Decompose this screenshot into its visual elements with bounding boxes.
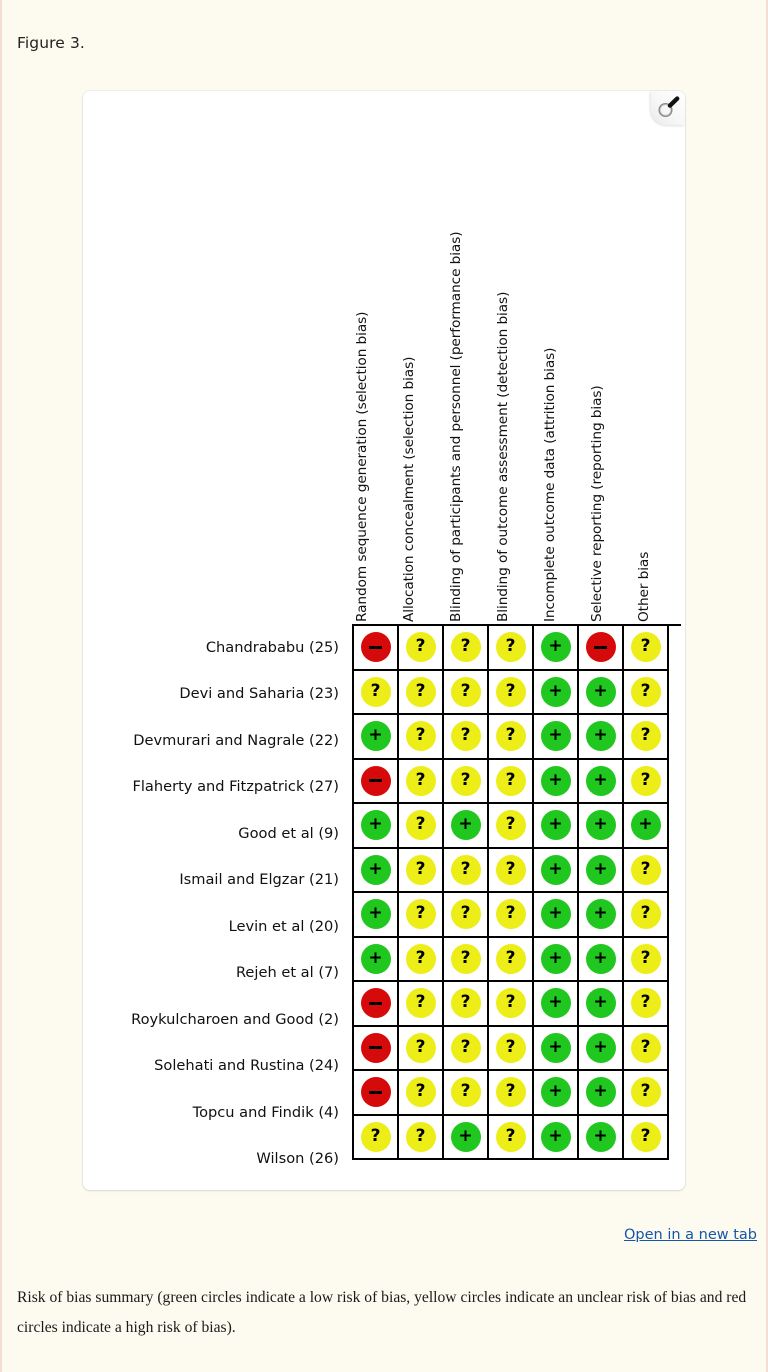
risk-cell	[534, 626, 579, 671]
risk-unclear-icon	[406, 810, 436, 840]
risk-glyph: ?	[415, 1081, 426, 1102]
risk-unclear-icon	[406, 899, 436, 929]
risk-glyph: ?	[640, 769, 651, 790]
risk-glyph: +	[593, 1036, 608, 1057]
risk-low-icon	[586, 810, 616, 840]
figure-panel	[83, 91, 685, 1190]
risk-low-icon	[541, 1033, 571, 1063]
risk-cell	[534, 849, 579, 894]
risk-glyph: ?	[640, 903, 651, 924]
risk-low-icon	[361, 944, 391, 974]
grid-row	[354, 1027, 681, 1072]
risk-unclear-icon	[496, 810, 526, 840]
risk-glyph: ?	[460, 1036, 471, 1057]
grid-row	[354, 804, 681, 849]
risk-unclear-icon	[406, 677, 436, 707]
risk-glyph: ?	[415, 858, 426, 879]
risk-unclear-icon	[451, 1033, 481, 1063]
risk-high-icon	[361, 1077, 391, 1107]
risk-glyph: ?	[640, 947, 651, 968]
risk-glyph: ?	[370, 680, 381, 701]
risk-cell	[354, 849, 399, 894]
risk-cell	[489, 715, 534, 760]
risk-glyph: +	[593, 725, 608, 746]
risk-glyph: ?	[415, 1036, 426, 1057]
risk-glyph: +	[368, 947, 383, 968]
risk-unclear-icon	[496, 988, 526, 1018]
risk-low-icon	[586, 1033, 616, 1063]
risk-unclear-icon	[631, 1122, 661, 1152]
risk-glyph: +	[548, 992, 563, 1013]
risk-cell	[444, 1027, 489, 1072]
risk-cell	[489, 893, 534, 938]
risk-cell	[624, 893, 669, 938]
figure-label: Figure 3.	[17, 34, 85, 52]
risk-low-icon	[541, 855, 571, 885]
risk-glyph	[369, 779, 382, 782]
risk-cell	[624, 760, 669, 805]
risk-glyph: +	[458, 814, 473, 835]
risk-cell	[534, 938, 579, 983]
risk-cell	[534, 804, 579, 849]
risk-cell	[534, 893, 579, 938]
risk-low-icon	[631, 810, 661, 840]
risk-cell	[579, 982, 624, 1027]
risk-low-icon	[541, 1122, 571, 1152]
risk-cell	[399, 1071, 444, 1116]
risk-unclear-icon	[631, 1077, 661, 1107]
risk-cell	[444, 1071, 489, 1116]
risk-low-icon	[541, 766, 571, 796]
risk-glyph: ?	[505, 636, 516, 657]
risk-cell	[399, 804, 444, 849]
risk-glyph: +	[458, 1125, 473, 1146]
risk-cell	[579, 1027, 624, 1072]
risk-glyph: +	[548, 858, 563, 879]
risk-unclear-icon	[496, 1122, 526, 1152]
risk-glyph: +	[593, 947, 608, 968]
study-label: Devmurari and Nagrale (22)	[133, 731, 339, 749]
risk-cell	[489, 804, 534, 849]
risk-glyph: +	[368, 858, 383, 879]
risk-glyph: +	[548, 636, 563, 657]
risk-glyph: ?	[640, 636, 651, 657]
risk-glyph: ?	[415, 769, 426, 790]
risk-cell	[354, 893, 399, 938]
risk-cell	[534, 1071, 579, 1116]
risk-low-icon	[586, 855, 616, 885]
risk-unclear-icon	[496, 632, 526, 662]
grid-row	[354, 760, 681, 805]
risk-glyph: +	[368, 903, 383, 924]
risk-cell	[534, 1027, 579, 1072]
study-label: Solehati and Rustina (24)	[154, 1057, 339, 1075]
risk-cell	[579, 626, 624, 671]
study-label: Wilson (26)	[256, 1150, 339, 1168]
risk-glyph: ?	[505, 1081, 516, 1102]
risk-low-icon	[451, 810, 481, 840]
risk-glyph: ?	[505, 1036, 516, 1057]
risk-unclear-icon	[631, 766, 661, 796]
risk-high-icon	[361, 1033, 391, 1063]
risk-unclear-icon	[406, 855, 436, 885]
risk-cell	[489, 982, 534, 1027]
risk-cell	[354, 715, 399, 760]
risk-glyph: ?	[640, 1081, 651, 1102]
risk-glyph: +	[593, 680, 608, 701]
risk-unclear-icon	[496, 721, 526, 751]
risk-cell	[489, 626, 534, 671]
risk-glyph	[369, 1046, 382, 1049]
risk-cell	[534, 671, 579, 716]
risk-glyph: +	[548, 1081, 563, 1102]
column-header-incomplete-outcome-data: Incomplete outcome data (attrition bias)	[541, 347, 558, 622]
risk-glyph: +	[548, 1125, 563, 1146]
risk-cell	[444, 938, 489, 983]
risk-glyph: +	[548, 947, 563, 968]
risk-unclear-icon	[451, 632, 481, 662]
risk-cell	[579, 893, 624, 938]
risk-low-icon	[361, 721, 391, 751]
study-label-group	[83, 624, 347, 1182]
risk-high-icon	[361, 988, 391, 1018]
risk-low-icon	[541, 899, 571, 929]
risk-glyph: ?	[415, 636, 426, 657]
grid-row	[354, 715, 681, 760]
risk-low-icon	[586, 721, 616, 751]
study-label: Rejeh et al (7)	[235, 964, 339, 982]
risk-cell	[579, 849, 624, 894]
column-header-blinding-outcome-assessment: Blinding of outcome assessment (detection bias)	[494, 291, 511, 622]
risk-cell	[579, 1071, 624, 1116]
risk-cell	[534, 982, 579, 1027]
risk-glyph: ?	[460, 858, 471, 879]
figure-caption: Risk of bias summary (green circles indicate a low risk of bias, yellow circles indicate an unclear risk of bias and red circles indicate a high risk of bias).	[17, 1289, 747, 1337]
risk-glyph: ?	[640, 680, 651, 701]
grid-row	[354, 982, 681, 1027]
risk-cell	[399, 1116, 444, 1161]
risk-glyph: ?	[460, 903, 471, 924]
risk-glyph: ?	[460, 992, 471, 1013]
risk-glyph: ?	[370, 1125, 381, 1146]
risk-unclear-icon	[406, 1033, 436, 1063]
risk-unclear-icon	[451, 944, 481, 974]
risk-cell	[624, 1071, 669, 1116]
risk-cell	[444, 804, 489, 849]
column-header-other-bias: Other bias	[635, 551, 652, 622]
risk-glyph: ?	[640, 858, 651, 879]
risk-cell	[444, 760, 489, 805]
study-label: Levin et al (20)	[228, 917, 339, 935]
risk-unclear-icon	[496, 899, 526, 929]
risk-glyph: +	[548, 903, 563, 924]
risk-low-icon	[541, 677, 571, 707]
risk-unclear-icon	[451, 988, 481, 1018]
study-label: Roykulcharoen and Good (2)	[131, 1010, 339, 1028]
risk-glyph: ?	[460, 947, 471, 968]
risk-glyph: ?	[415, 947, 426, 968]
risk-unclear-icon	[631, 944, 661, 974]
risk-cell	[489, 938, 534, 983]
risk-glyph: +	[368, 725, 383, 746]
risk-glyph: ?	[505, 947, 516, 968]
risk-glyph: +	[548, 814, 563, 835]
risk-unclear-icon	[631, 988, 661, 1018]
page-edge-left	[0, 0, 2, 1372]
risk-glyph: ?	[505, 1125, 516, 1146]
risk-glyph: ?	[415, 903, 426, 924]
grid-row	[354, 1071, 681, 1116]
risk-cell	[579, 938, 624, 983]
risk-cell	[444, 849, 489, 894]
risk-glyph: +	[548, 769, 563, 790]
grid-row	[354, 1116, 681, 1161]
risk-unclear-icon	[406, 1077, 436, 1107]
risk-unclear-icon	[631, 632, 661, 662]
risk-of-bias-grid	[352, 624, 681, 1160]
grid-row	[354, 671, 681, 716]
risk-glyph: +	[593, 1081, 608, 1102]
risk-low-icon	[451, 1122, 481, 1152]
risk-cell	[579, 715, 624, 760]
risk-cell	[624, 626, 669, 671]
risk-cell	[354, 1071, 399, 1116]
risk-cell	[354, 760, 399, 805]
risk-glyph: +	[548, 1036, 563, 1057]
risk-glyph	[369, 1091, 382, 1094]
grid-row	[354, 938, 681, 983]
risk-cell	[489, 1071, 534, 1116]
risk-cell	[579, 671, 624, 716]
risk-glyph: +	[638, 814, 653, 835]
risk-unclear-icon	[631, 1033, 661, 1063]
risk-glyph: ?	[640, 1125, 651, 1146]
risk-cell	[399, 1027, 444, 1072]
risk-glyph: ?	[505, 725, 516, 746]
column-header-selective-reporting: Selective reporting (reporting bias)	[588, 385, 605, 622]
risk-of-bias-chart	[83, 91, 685, 1190]
risk-glyph: ?	[505, 680, 516, 701]
risk-glyph: +	[593, 814, 608, 835]
risk-low-icon	[586, 899, 616, 929]
risk-cell	[354, 982, 399, 1027]
risk-cell	[399, 938, 444, 983]
risk-glyph: +	[548, 725, 563, 746]
risk-high-icon	[361, 632, 391, 662]
risk-unclear-icon	[451, 677, 481, 707]
risk-cell	[399, 849, 444, 894]
risk-cell	[399, 893, 444, 938]
risk-cell	[624, 671, 669, 716]
risk-glyph: +	[593, 903, 608, 924]
risk-unclear-icon	[631, 855, 661, 885]
risk-cell	[354, 938, 399, 983]
risk-unclear-icon	[496, 1033, 526, 1063]
risk-cell	[399, 760, 444, 805]
risk-unclear-icon	[451, 1077, 481, 1107]
risk-glyph: ?	[460, 769, 471, 790]
risk-cell	[354, 671, 399, 716]
risk-glyph: ?	[505, 769, 516, 790]
risk-cell	[534, 715, 579, 760]
risk-unclear-icon	[406, 766, 436, 796]
risk-glyph: ?	[415, 725, 426, 746]
risk-cell	[534, 760, 579, 805]
column-header-blinding-participants-personnel: Blinding of participants and personnel (performance bias)	[447, 231, 464, 622]
risk-glyph: +	[593, 1125, 608, 1146]
risk-cell	[624, 715, 669, 760]
risk-glyph	[369, 1002, 382, 1005]
risk-low-icon	[586, 1122, 616, 1152]
risk-low-icon	[586, 1077, 616, 1107]
risk-cell	[579, 1116, 624, 1161]
risk-high-icon	[586, 632, 616, 662]
risk-glyph: ?	[640, 725, 651, 746]
risk-unclear-icon	[361, 677, 391, 707]
risk-unclear-icon	[496, 944, 526, 974]
risk-cell	[489, 1027, 534, 1072]
risk-cell	[444, 671, 489, 716]
risk-cell	[444, 715, 489, 760]
risk-cell	[624, 938, 669, 983]
risk-glyph: ?	[460, 725, 471, 746]
risk-cell	[489, 671, 534, 716]
study-label: Flaherty and Fitzpatrick (27)	[132, 778, 339, 796]
column-header-group	[352, 91, 680, 624]
risk-high-icon	[361, 766, 391, 796]
risk-cell	[489, 760, 534, 805]
study-label: Topcu and Findik (4)	[192, 1103, 339, 1121]
risk-glyph: ?	[640, 1036, 651, 1057]
risk-glyph	[594, 646, 607, 649]
risk-glyph: +	[593, 769, 608, 790]
study-label: Devi and Saharia (23)	[179, 685, 339, 703]
risk-cell	[579, 760, 624, 805]
risk-glyph: +	[593, 992, 608, 1013]
risk-cell	[444, 893, 489, 938]
risk-cell	[399, 982, 444, 1027]
risk-unclear-icon	[361, 1122, 391, 1152]
risk-cell	[444, 982, 489, 1027]
column-header-random-sequence-generation: Random sequence generation (selection bias)	[353, 311, 370, 622]
risk-cell	[354, 1116, 399, 1161]
risk-low-icon	[541, 988, 571, 1018]
risk-low-icon	[541, 632, 571, 662]
risk-low-icon	[586, 944, 616, 974]
risk-cell	[579, 804, 624, 849]
risk-glyph	[369, 646, 382, 649]
risk-unclear-icon	[631, 899, 661, 929]
risk-unclear-icon	[406, 1122, 436, 1152]
risk-glyph: ?	[505, 992, 516, 1013]
grid-row	[354, 893, 681, 938]
grid-row	[354, 849, 681, 894]
risk-low-icon	[541, 810, 571, 840]
risk-cell	[534, 1116, 579, 1161]
risk-cell	[489, 849, 534, 894]
risk-low-icon	[541, 1077, 571, 1107]
risk-glyph: ?	[415, 814, 426, 835]
risk-unclear-icon	[451, 855, 481, 885]
risk-glyph: +	[593, 858, 608, 879]
risk-unclear-icon	[496, 766, 526, 796]
risk-cell	[624, 849, 669, 894]
risk-glyph: ?	[460, 636, 471, 657]
risk-low-icon	[541, 721, 571, 751]
risk-glyph: ?	[505, 903, 516, 924]
risk-cell	[399, 671, 444, 716]
risk-unclear-icon	[406, 944, 436, 974]
risk-cell	[354, 804, 399, 849]
risk-unclear-icon	[451, 766, 481, 796]
risk-cell	[399, 626, 444, 671]
risk-cell	[444, 626, 489, 671]
risk-low-icon	[361, 855, 391, 885]
risk-unclear-icon	[406, 721, 436, 751]
risk-cell	[624, 982, 669, 1027]
grid-row	[354, 626, 681, 671]
risk-glyph: ?	[505, 858, 516, 879]
risk-unclear-icon	[406, 632, 436, 662]
risk-unclear-icon	[406, 988, 436, 1018]
risk-cell	[624, 1027, 669, 1072]
risk-cell	[489, 1116, 534, 1161]
risk-cell	[354, 626, 399, 671]
risk-cell	[354, 1027, 399, 1072]
risk-cell	[624, 804, 669, 849]
risk-unclear-icon	[451, 721, 481, 751]
risk-glyph: ?	[460, 1081, 471, 1102]
risk-low-icon	[586, 677, 616, 707]
risk-unclear-icon	[631, 721, 661, 751]
column-header-allocation-concealment: Allocation concealment (selection bias)	[400, 356, 417, 622]
risk-low-icon	[586, 988, 616, 1018]
study-label: Ismail and Elgzar (21)	[179, 871, 339, 889]
risk-glyph: ?	[505, 814, 516, 835]
study-label: Chandrababu (25)	[205, 638, 339, 656]
study-label: Good et al (9)	[238, 824, 339, 842]
risk-unclear-icon	[451, 899, 481, 929]
risk-unclear-icon	[631, 677, 661, 707]
risk-low-icon	[541, 944, 571, 974]
risk-low-icon	[361, 810, 391, 840]
risk-unclear-icon	[496, 855, 526, 885]
risk-low-icon	[586, 766, 616, 796]
risk-glyph: +	[548, 680, 563, 701]
risk-cell	[444, 1116, 489, 1161]
risk-cell	[399, 715, 444, 760]
risk-glyph: ?	[640, 992, 651, 1013]
risk-unclear-icon	[496, 1077, 526, 1107]
open-in-new-tab-link[interactable]: Open in a new tab	[624, 1227, 758, 1243]
risk-low-icon	[361, 899, 391, 929]
risk-glyph: ?	[415, 680, 426, 701]
risk-glyph: ?	[415, 1125, 426, 1146]
risk-glyph: ?	[460, 680, 471, 701]
risk-glyph: ?	[415, 992, 426, 1013]
risk-unclear-icon	[496, 677, 526, 707]
risk-cell	[624, 1116, 669, 1161]
risk-glyph: +	[368, 814, 383, 835]
